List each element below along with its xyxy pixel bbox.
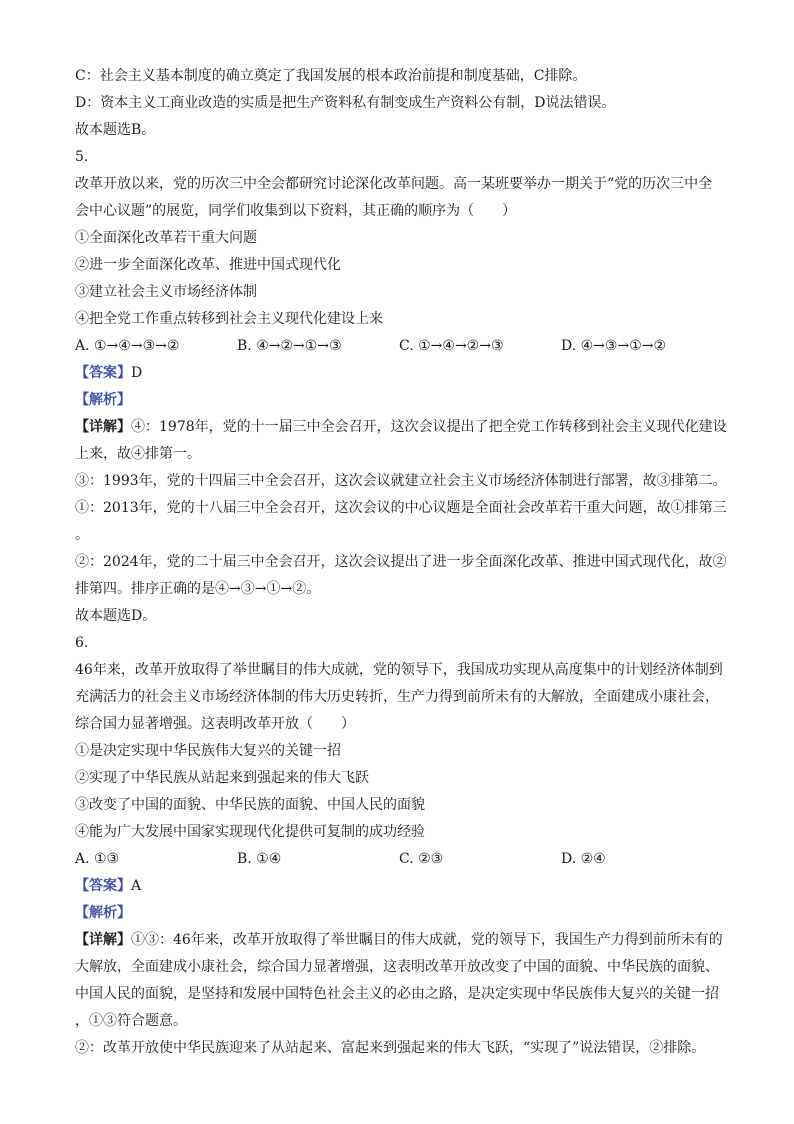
option-c: C. ①→④→②→③ <box>399 338 504 354</box>
statement-item: ②进一步全面深化改革、推进中国式现代化 <box>75 257 341 273</box>
detail-line: 中国人民的面貌，是坚持和发展中国特色社会主义的必由之路，是决定实现中华民族伟大复兴的关键一招 <box>75 986 719 1002</box>
analysis-label: 【解析】 <box>75 905 131 921</box>
detail-line: 故本题选D。 <box>75 608 157 624</box>
statement-item: ③建立社会主义市场经济体制 <box>75 284 257 300</box>
option-c: C. ②③ <box>399 851 444 867</box>
question-number: 5. <box>75 149 89 165</box>
detail-line: ，①③符合题意。 <box>75 1013 187 1029</box>
statement-item: ④能为广大发展中国家实现现代化提供可复制的成功经验 <box>75 824 425 840</box>
detail-line <box>75 930 723 950</box>
detail-line: ①：2013年，党的十八届三中全会召开，这次会议的中心议题是全面社会改革若干重大问题，故①排第三 <box>75 500 727 516</box>
question-stem: 46年来，改革开放取得了举世瞩目的伟大成就，党的领导下，我国成功实现从高度集中的计划经济体制到 <box>75 662 723 678</box>
detail-line <box>75 417 727 437</box>
option-d: D. ②④ <box>561 851 606 867</box>
detail-text: ④：1978年，党的十一届三中全会召开，这次会议提出了把全党工作转移到社会主义现代化建设 <box>131 419 727 435</box>
statement-item: ①是决定实现中华民族伟大复兴的关键一招 <box>75 743 341 759</box>
statement-item: ②实现了中华民族从站起来到强起来的伟大飞跃 <box>75 770 369 786</box>
option-a: A. ①→④→③→② <box>75 338 180 354</box>
question-number: 6. <box>75 635 89 651</box>
option-a: A. ①③ <box>75 851 120 867</box>
detail-text: ①③：46年来，改革开放取得了举世瞩目的伟大成就，党的领导下，我国生产力得到前所未有的 <box>131 932 723 948</box>
detail-line: ②：2024年，党的二十届三中全会召开，这次会议提出了进一步全面深化改革、推进中国式现代化，故② <box>75 554 727 570</box>
question-stem: 综合国力显著增强。这表明改革开放（ ） <box>75 716 355 732</box>
prev-conclusion: 故本题选B。 <box>75 122 156 138</box>
statement-item: ①全面深化改革若干重大问题 <box>75 230 257 246</box>
question-stem: 充满活力的社会主义市场经济体制的伟大历史转折，生产力得到前所未有的大解放，全面建成小康社会， <box>75 689 719 705</box>
statement-item: ④把全党工作重点转移到社会主义现代化建设上来 <box>75 311 383 327</box>
answer-label: 【答案】 <box>75 365 131 381</box>
answer-line <box>75 363 142 383</box>
question-stem: 改革开放以来，党的历次三中全会都研究讨论深化改革问题。高一某班要举办一期关于“党的历次三中全 <box>75 176 713 192</box>
detail-line: ②：改革开放使中华民族迎来了从站起来、富起来到强起来的伟大飞跃，“实现了”说法错误，②排除。 <box>75 1040 706 1056</box>
prev-analysis-d: D：资本主义工商业改造的实质是把生产资料私有制变成生产资料公有制，D说法错误。 <box>75 95 616 111</box>
statement-item: ③改变了中国的面貌、中华民族的面貌、中国人民的面貌 <box>75 797 425 813</box>
detail-label: 【详解】 <box>75 932 131 948</box>
option-b: B. ①④ <box>237 851 282 867</box>
prev-analysis-c: C：社会主义基本制度的确立奠定了我国发展的根本政治前提和制度基础，C排除。 <box>75 68 587 84</box>
answer-line <box>75 876 141 896</box>
option-d: D. ④→③→①→② <box>561 338 667 354</box>
option-b: B. ④→②→①→③ <box>237 338 342 354</box>
analysis-label: 【解析】 <box>75 392 131 408</box>
answer-value: D <box>131 365 143 381</box>
detail-line: 大解放，全面建成小康社会，综合国力显著增强，这表明改革开放改变了中国的面貌、中华民族的面貌、 <box>75 959 719 975</box>
answer-label: 【答案】 <box>75 878 131 894</box>
detail-line: 排第四。排序正确的是④→③→①→②。 <box>75 581 321 597</box>
detail-label: 【详解】 <box>75 419 131 435</box>
detail-line: 上来，故④排第一。 <box>75 446 201 462</box>
detail-line: 。 <box>75 527 89 543</box>
answer-value: A <box>131 878 142 894</box>
question-stem: 会中心议题”的展览，同学们收集到以下资料，其正确的顺序为（ ） <box>75 203 517 219</box>
detail-line: ③：1993年，党的十四届三中全会召开，这次会议就建立社会主义市场经济体制进行部署，故③排第二。 <box>75 473 727 489</box>
